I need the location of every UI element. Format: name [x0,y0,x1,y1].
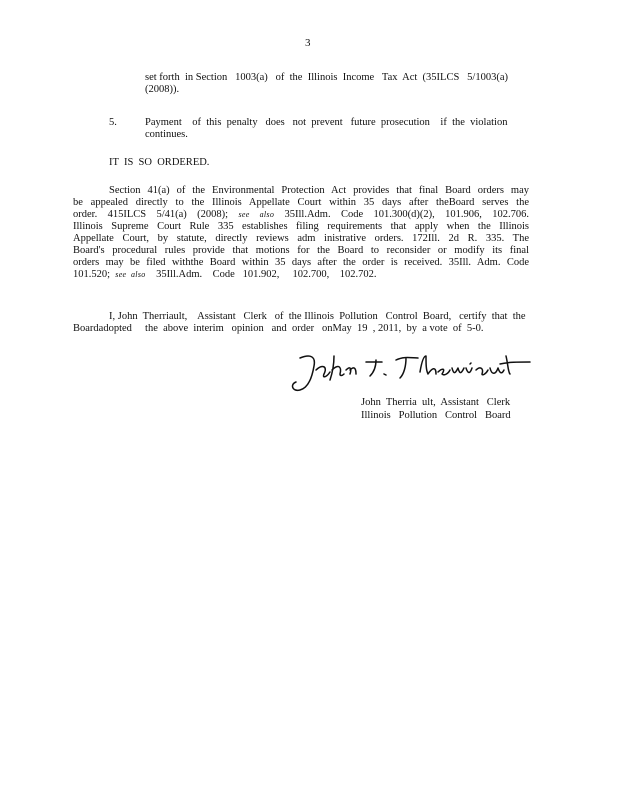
paragraph-text: Board's procedural rules provide that motions for the Board to reconsider or modify its final [73,245,529,256]
section-paragraph-line [73,257,529,269]
continued-item-line-2: (2008)). [145,84,180,95]
section-paragraph-line [73,197,529,209]
item-5-number: 5. [109,117,117,128]
section-paragraph-line [73,233,529,245]
signature-line-1: John Therria ult, Assistant Clerk [361,397,511,408]
section-paragraph-line [109,185,529,197]
italic-citation-signal: see also [238,210,275,219]
section-paragraph-line [73,245,529,257]
paragraph-text: be appealed directly to the Illinois Appellate Court within 35 days after theBoard serves the [73,197,529,208]
italic-citation-signal: see also [115,270,146,279]
handwritten-signature [286,348,532,396]
paragraph-text: 101.520; [73,269,116,280]
paragraph-text: order. 415ILCS 5/41(a) (2008); [73,209,239,220]
item-5-line-1: Payment of this penalty does not prevent future prosecution if the violation [145,117,508,128]
certification-line-1: I, John Therriault, Assistant Clerk of the Illinois Pollution Control Board, certify that the [109,311,526,322]
paragraph-text: Illinois Supreme Court Rule 335 establishes filing requirements that apply when the Illinois [73,221,529,232]
section-paragraph-line [73,209,529,221]
paragraph-text: 35Ill.Adm. Code 101.902, 102.700, 102.702. [145,269,377,280]
item-5-line-2: continues. [145,129,188,140]
continued-item-line-1: set forth in Section 1003(a) of the Illinois Income Tax Act (35ILCS 5/1003(a) [145,72,509,83]
paragraph-text: 35Ill.Adm. Code 101.300(d)(2), 101.906, 102.706. [274,209,529,220]
section-paragraph-line [73,221,529,233]
it-is-so-ordered: IT IS SO ORDERED. [109,157,210,168]
paragraph-text: Appellate Court, by statute, directly reviews adm inistrative orders. 172Ill. 2d R. 335. The [73,233,529,244]
certification-line-2: Boardadopted the above interim opinion and order onMay 19 , 2011, by a vote of 5-0. [73,323,484,334]
section-paragraph-line [73,269,529,281]
page-number: 3 [305,37,311,49]
paragraph-text: Section 41(a) of the Environmental Protection Act provides that final Board orders may [109,185,529,196]
paragraph-text: orders may be filed withthe Board within 35 days after the order is received. 35Ill. Adm. Code [73,257,529,268]
signature-line-2: Illinois Pollution Control Board [361,410,511,421]
